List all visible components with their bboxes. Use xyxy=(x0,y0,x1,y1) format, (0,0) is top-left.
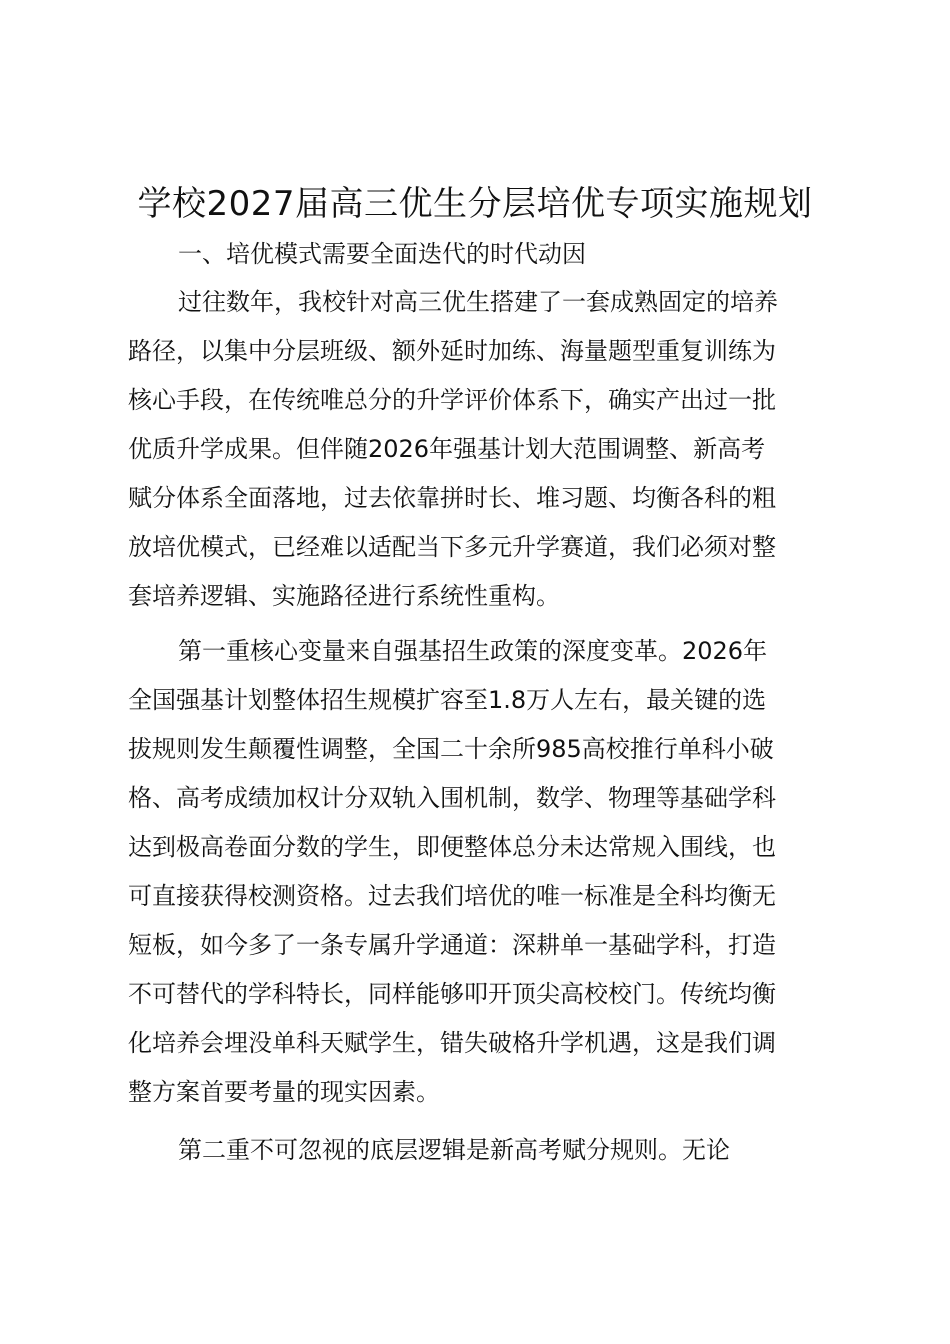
paragraph-line: 整方案首要考量的现实因素。 xyxy=(128,1078,440,1106)
document-title: 学校2027届高三优生分层培优专项实施规划 xyxy=(137,184,813,224)
paragraph-line: 拔规则发生颠覆性调整，全国二十余所985高校推行单科小破 xyxy=(128,735,774,763)
paragraph-line: 赋分体系全面落地，过去依靠拼时长、堆习题、均衡各科的粗 xyxy=(128,484,776,512)
paragraph-line: 优质升学成果。但伴随2026年强基计划大范围调整、新高考 xyxy=(128,435,766,463)
paragraph-line: 放培优模式，已经难以适配当下多元升学赛道，我们必须对整 xyxy=(128,533,776,561)
paragraph-line: 可直接获得校测资格。过去我们培优的唯一标准是全科均衡无 xyxy=(128,882,776,910)
paragraph-line: 核心手段，在传统唯总分的升学评价体系下，确实产出过一批 xyxy=(128,386,776,414)
section-heading: 一、培优模式需要全面迭代的时代动因 xyxy=(178,240,586,268)
paragraph-line: 第二重不可忽视的底层逻辑是新高考赋分规则。无论 xyxy=(178,1136,730,1164)
paragraph-line: 不可替代的学科特长，同样能够叩开顶尖高校校门。传统均衡 xyxy=(128,980,776,1008)
paragraph-line: 路径，以集中分层班级、额外延时加练、海量题型重复训练为 xyxy=(128,337,776,365)
paragraph-line: 第一重核心变量来自强基招生政策的深度变革。2026年 xyxy=(178,637,768,665)
paragraph-line: 过往数年，我校针对高三优生搭建了一套成熟固定的培养 xyxy=(178,288,778,316)
paragraph-line: 格、高考成绩加权计分双轨入围机制，数学、物理等基础学科 xyxy=(128,784,776,812)
paragraph-line: 全国强基计划整体招生规模扩容至1.8万人左右，最关键的选 xyxy=(128,686,767,714)
paragraph-line: 套培养逻辑、实施路径进行系统性重构。 xyxy=(128,582,560,610)
paragraph-line: 短板，如今多了一条专属升学通道：深耕单一基础学科，打造 xyxy=(128,931,776,959)
paragraph-line: 达到极高卷面分数的学生，即便整体总分未达常规入围线，也 xyxy=(128,833,776,861)
paragraph-line: 化培养会埋没单科天赋学生，错失破格升学机遇，这是我们调 xyxy=(128,1029,776,1057)
